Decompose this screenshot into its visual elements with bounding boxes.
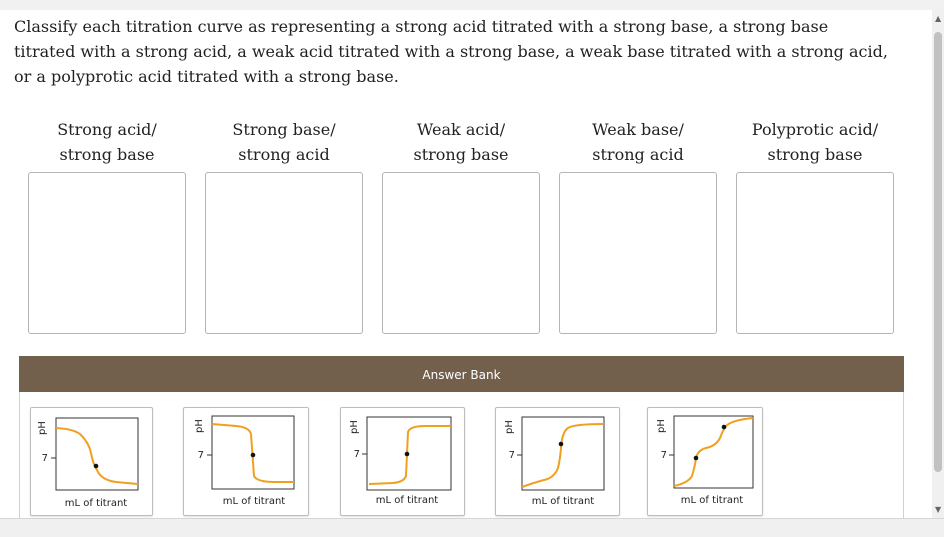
plot-frame — [674, 416, 753, 488]
answer-tile-weak-base-curve[interactable] — [30, 407, 153, 516]
x-axis-label: mL of titrant — [680, 495, 744, 506]
equivalence-point — [251, 453, 256, 458]
plot-frame — [522, 417, 604, 490]
category-label-strong-acid-strong-base: Strong acid/ strong base — [57, 120, 157, 164]
equivalence-point — [94, 464, 99, 469]
answer-tile-strong-acid-curve[interactable] — [340, 407, 465, 516]
category-label-strong-base-strong-acid: Strong base/ strong acid — [232, 120, 336, 164]
scrollbar-thumb[interactable] — [934, 32, 942, 472]
drop-zone-strong-base-strong-acid[interactable] — [205, 172, 363, 334]
y-tick-label: 7 — [197, 450, 204, 461]
titration-curve-graph — [31, 408, 154, 517]
y-tick-label: 7 — [353, 449, 360, 460]
category-label-polyprotic-acid-strong-base: Polyprotic acid/ strong base — [751, 120, 879, 164]
titration-curve-graph — [496, 408, 621, 517]
x-axis-label: mL of titrant — [64, 498, 128, 509]
question-text: Classify each titration curve as representing a strong acid titrated with a strong base, a strong base titrated with a strong acid, a weak acid titrated with a strong base, a weak base titrated with a strong acid, or a polyprotic acid titrated with a strong base. — [14, 17, 888, 86]
top-bar — [0, 0, 944, 10]
equivalence-point — [559, 442, 564, 447]
y-axis-label: pH — [656, 419, 667, 433]
drop-zone-weak-base-strong-acid[interactable] — [559, 172, 717, 334]
drop-zone-weak-acid-strong-base[interactable] — [382, 172, 540, 334]
horizontal-scrollbar[interactable] — [0, 518, 944, 537]
titration-curve-graph — [341, 408, 466, 517]
y-axis-label: pH — [504, 420, 515, 434]
x-axis-label: mL of titrant — [222, 496, 286, 507]
y-axis-label: pH — [37, 421, 48, 435]
first-equivalence-point — [694, 456, 699, 461]
answer-bank-header: Answer Bank — [19, 356, 904, 392]
answer-tile-weak-acid-curve[interactable] — [495, 407, 620, 516]
y-axis-label: pH — [194, 419, 205, 433]
y-tick-label: 7 — [508, 450, 515, 461]
drop-zone-strong-acid-strong-base[interactable] — [28, 172, 186, 334]
category-label-weak-acid-strong-base: Weak acid/ strong base — [413, 120, 509, 164]
equivalence-point — [405, 452, 410, 457]
scroll-down-icon[interactable]: ▼ — [935, 505, 942, 514]
answer-tile-strong-base-curve[interactable] — [183, 407, 309, 516]
x-axis-label: mL of titrant — [531, 496, 595, 507]
y-tick-label: 7 — [41, 453, 48, 464]
titration-curve-graph — [184, 408, 310, 517]
answer-tile-polyprotic-curve[interactable] — [647, 407, 763, 516]
drop-zone-polyprotic-acid-strong-base[interactable] — [736, 172, 894, 334]
category-label-weak-base-strong-acid: Weak base/ strong acid — [592, 120, 684, 164]
second-equivalence-point — [722, 425, 727, 430]
y-tick-label: 7 — [660, 450, 667, 461]
scroll-up-icon[interactable]: ▲ — [935, 14, 942, 23]
titration-curve-graph — [648, 408, 764, 517]
x-axis-label: mL of titrant — [375, 495, 439, 506]
y-axis-label: pH — [349, 420, 360, 434]
